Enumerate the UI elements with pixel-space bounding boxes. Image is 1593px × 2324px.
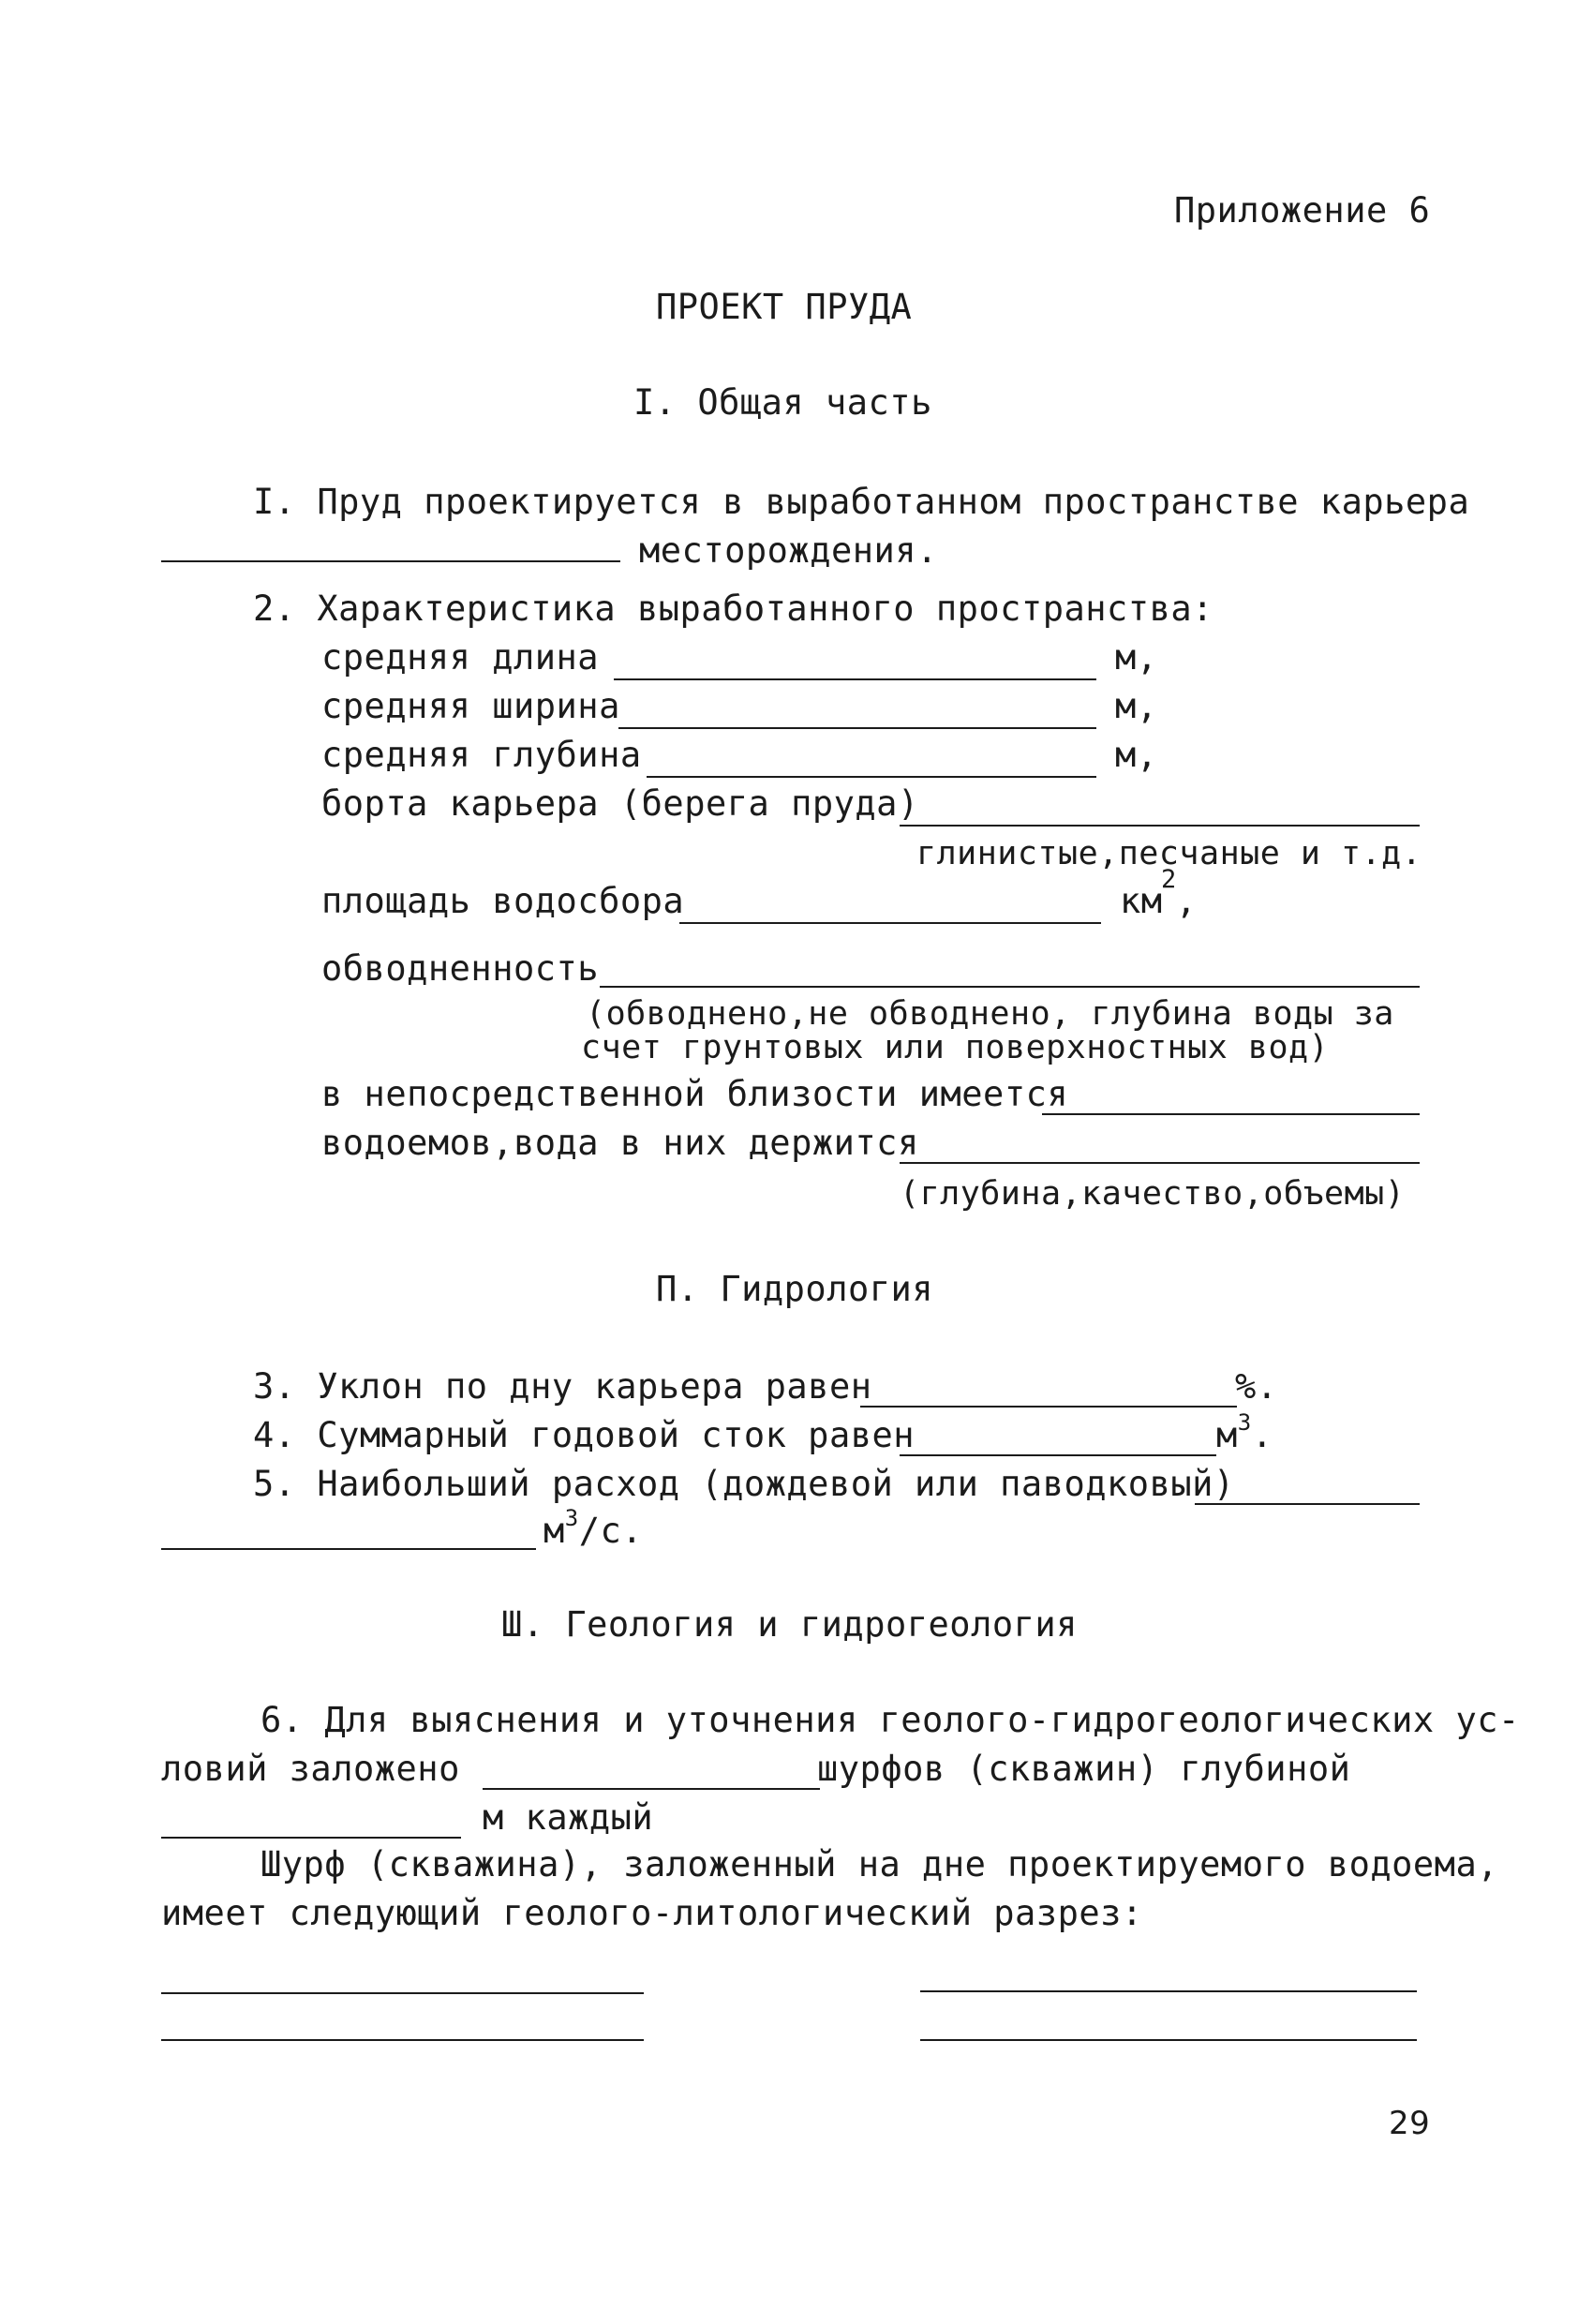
- item-5-unit-end: /с.: [578, 1511, 644, 1551]
- item-6-line-4: Шурф (скважина), заложенный на дне проектируемого водоема,: [261, 1844, 1499, 1885]
- nearby-field[interactable]: [1042, 1113, 1420, 1115]
- ponds-label: водоемов,вода в них держится: [321, 1123, 919, 1163]
- banks-label: борта карьера (берега пруда): [321, 783, 919, 824]
- length-label: средняя длина: [321, 637, 600, 678]
- item-4-label: 4. Суммарный годовой сток равен: [253, 1415, 916, 1455]
- area-field[interactable]: [679, 922, 1101, 924]
- length-unit: м,: [1115, 637, 1158, 678]
- section-3-heading: Ш. Геология и гидрогеология: [501, 1604, 1078, 1645]
- appendix-label: Приложение 6: [1174, 190, 1431, 231]
- item-4-unit-exponent: 3: [1237, 1409, 1252, 1436]
- area-unit-base: км: [1120, 881, 1163, 921]
- section-2-heading: П. Гидрология: [656, 1269, 934, 1309]
- item-6-line-1: 6. Для выяснения и уточнения геолого-гидрогеологических ус-: [261, 1700, 1520, 1740]
- area-label: площадь водосбора: [321, 881, 685, 921]
- nearby-label: в непосредственной близости имеется: [321, 1074, 1069, 1114]
- item-1-text: I. Пруд проектируется в выработанном пространстве карьера: [253, 482, 1470, 522]
- item-5-unit-exponent: 3: [564, 1505, 579, 1531]
- item-5-unit-base: м: [543, 1511, 565, 1551]
- item-6-line-2a: ловий заложено: [161, 1749, 460, 1789]
- section-1-heading: I. Общая часть: [633, 382, 932, 423]
- section-left-field-1[interactable]: [161, 1992, 644, 1994]
- length-field[interactable]: [614, 678, 1096, 680]
- section-right-field-2[interactable]: [920, 2039, 1417, 2041]
- item-1-suffix: месторождения.: [639, 530, 938, 571]
- banks-field[interactable]: [900, 825, 1420, 827]
- item-2-heading: 2. Характеристика выработанного пространства:: [253, 588, 1213, 629]
- discharge-field-part-1[interactable]: [1195, 1503, 1420, 1505]
- width-label: средняя ширина: [321, 686, 620, 726]
- pits-count-field[interactable]: [483, 1788, 820, 1790]
- runoff-field[interactable]: [900, 1454, 1216, 1456]
- section-left-field-2[interactable]: [161, 2039, 644, 2041]
- watering-field[interactable]: [600, 986, 1420, 988]
- ponds-hint: (глубина,качество,объемы): [900, 1175, 1406, 1213]
- watering-hint-line-2: счет грунтовых или поверхностных вод): [581, 1029, 1330, 1066]
- item-3-unit: %.: [1235, 1366, 1278, 1407]
- item-4-unit-base: м: [1216, 1415, 1238, 1455]
- depth-field[interactable]: [647, 776, 1096, 778]
- width-field[interactable]: [618, 727, 1096, 729]
- area-unit-comma: ,: [1175, 881, 1198, 921]
- item-6-line-3: м каждый: [483, 1797, 654, 1838]
- item-4-unit: [1216, 1409, 1273, 1458]
- discharge-field-part-2[interactable]: [161, 1548, 536, 1550]
- banks-hint: глинистые,песчаные и т.д.: [916, 835, 1422, 872]
- ponds-field[interactable]: [900, 1162, 1420, 1164]
- area-unit-exponent: 2: [1161, 865, 1177, 894]
- slope-field[interactable]: [860, 1406, 1237, 1408]
- area-unit: [1120, 865, 1198, 924]
- width-unit: м,: [1115, 686, 1158, 726]
- page-number: 29: [1389, 2105, 1431, 2142]
- item-5-unit: [543, 1505, 644, 1554]
- document-title: ПРОЕКТ ПРУДА: [656, 287, 913, 327]
- section-right-field-1[interactable]: [920, 1990, 1417, 1992]
- depth-unit: м,: [1115, 735, 1158, 775]
- depth-label: средняя глубина: [321, 735, 642, 775]
- item-4-unit-end: .: [1251, 1415, 1273, 1455]
- item-6-line-5: имеет следующий геолого-литологический разрез:: [161, 1893, 1143, 1933]
- deposit-name-field[interactable]: [161, 560, 620, 562]
- watering-hint-line-1: (обводнено,не обводнено, глубина воды за: [586, 995, 1394, 1033]
- item-5-label: 5. Наибольший расход (дождевой или паводковый): [253, 1464, 1235, 1504]
- watering-label: обводненность: [321, 948, 600, 989]
- item-6-line-2b: шурфов (скважин) глубиной: [817, 1749, 1351, 1789]
- item-3-label: 3. Уклон по дну карьера равен: [253, 1366, 872, 1407]
- pit-depth-field[interactable]: [161, 1837, 461, 1839]
